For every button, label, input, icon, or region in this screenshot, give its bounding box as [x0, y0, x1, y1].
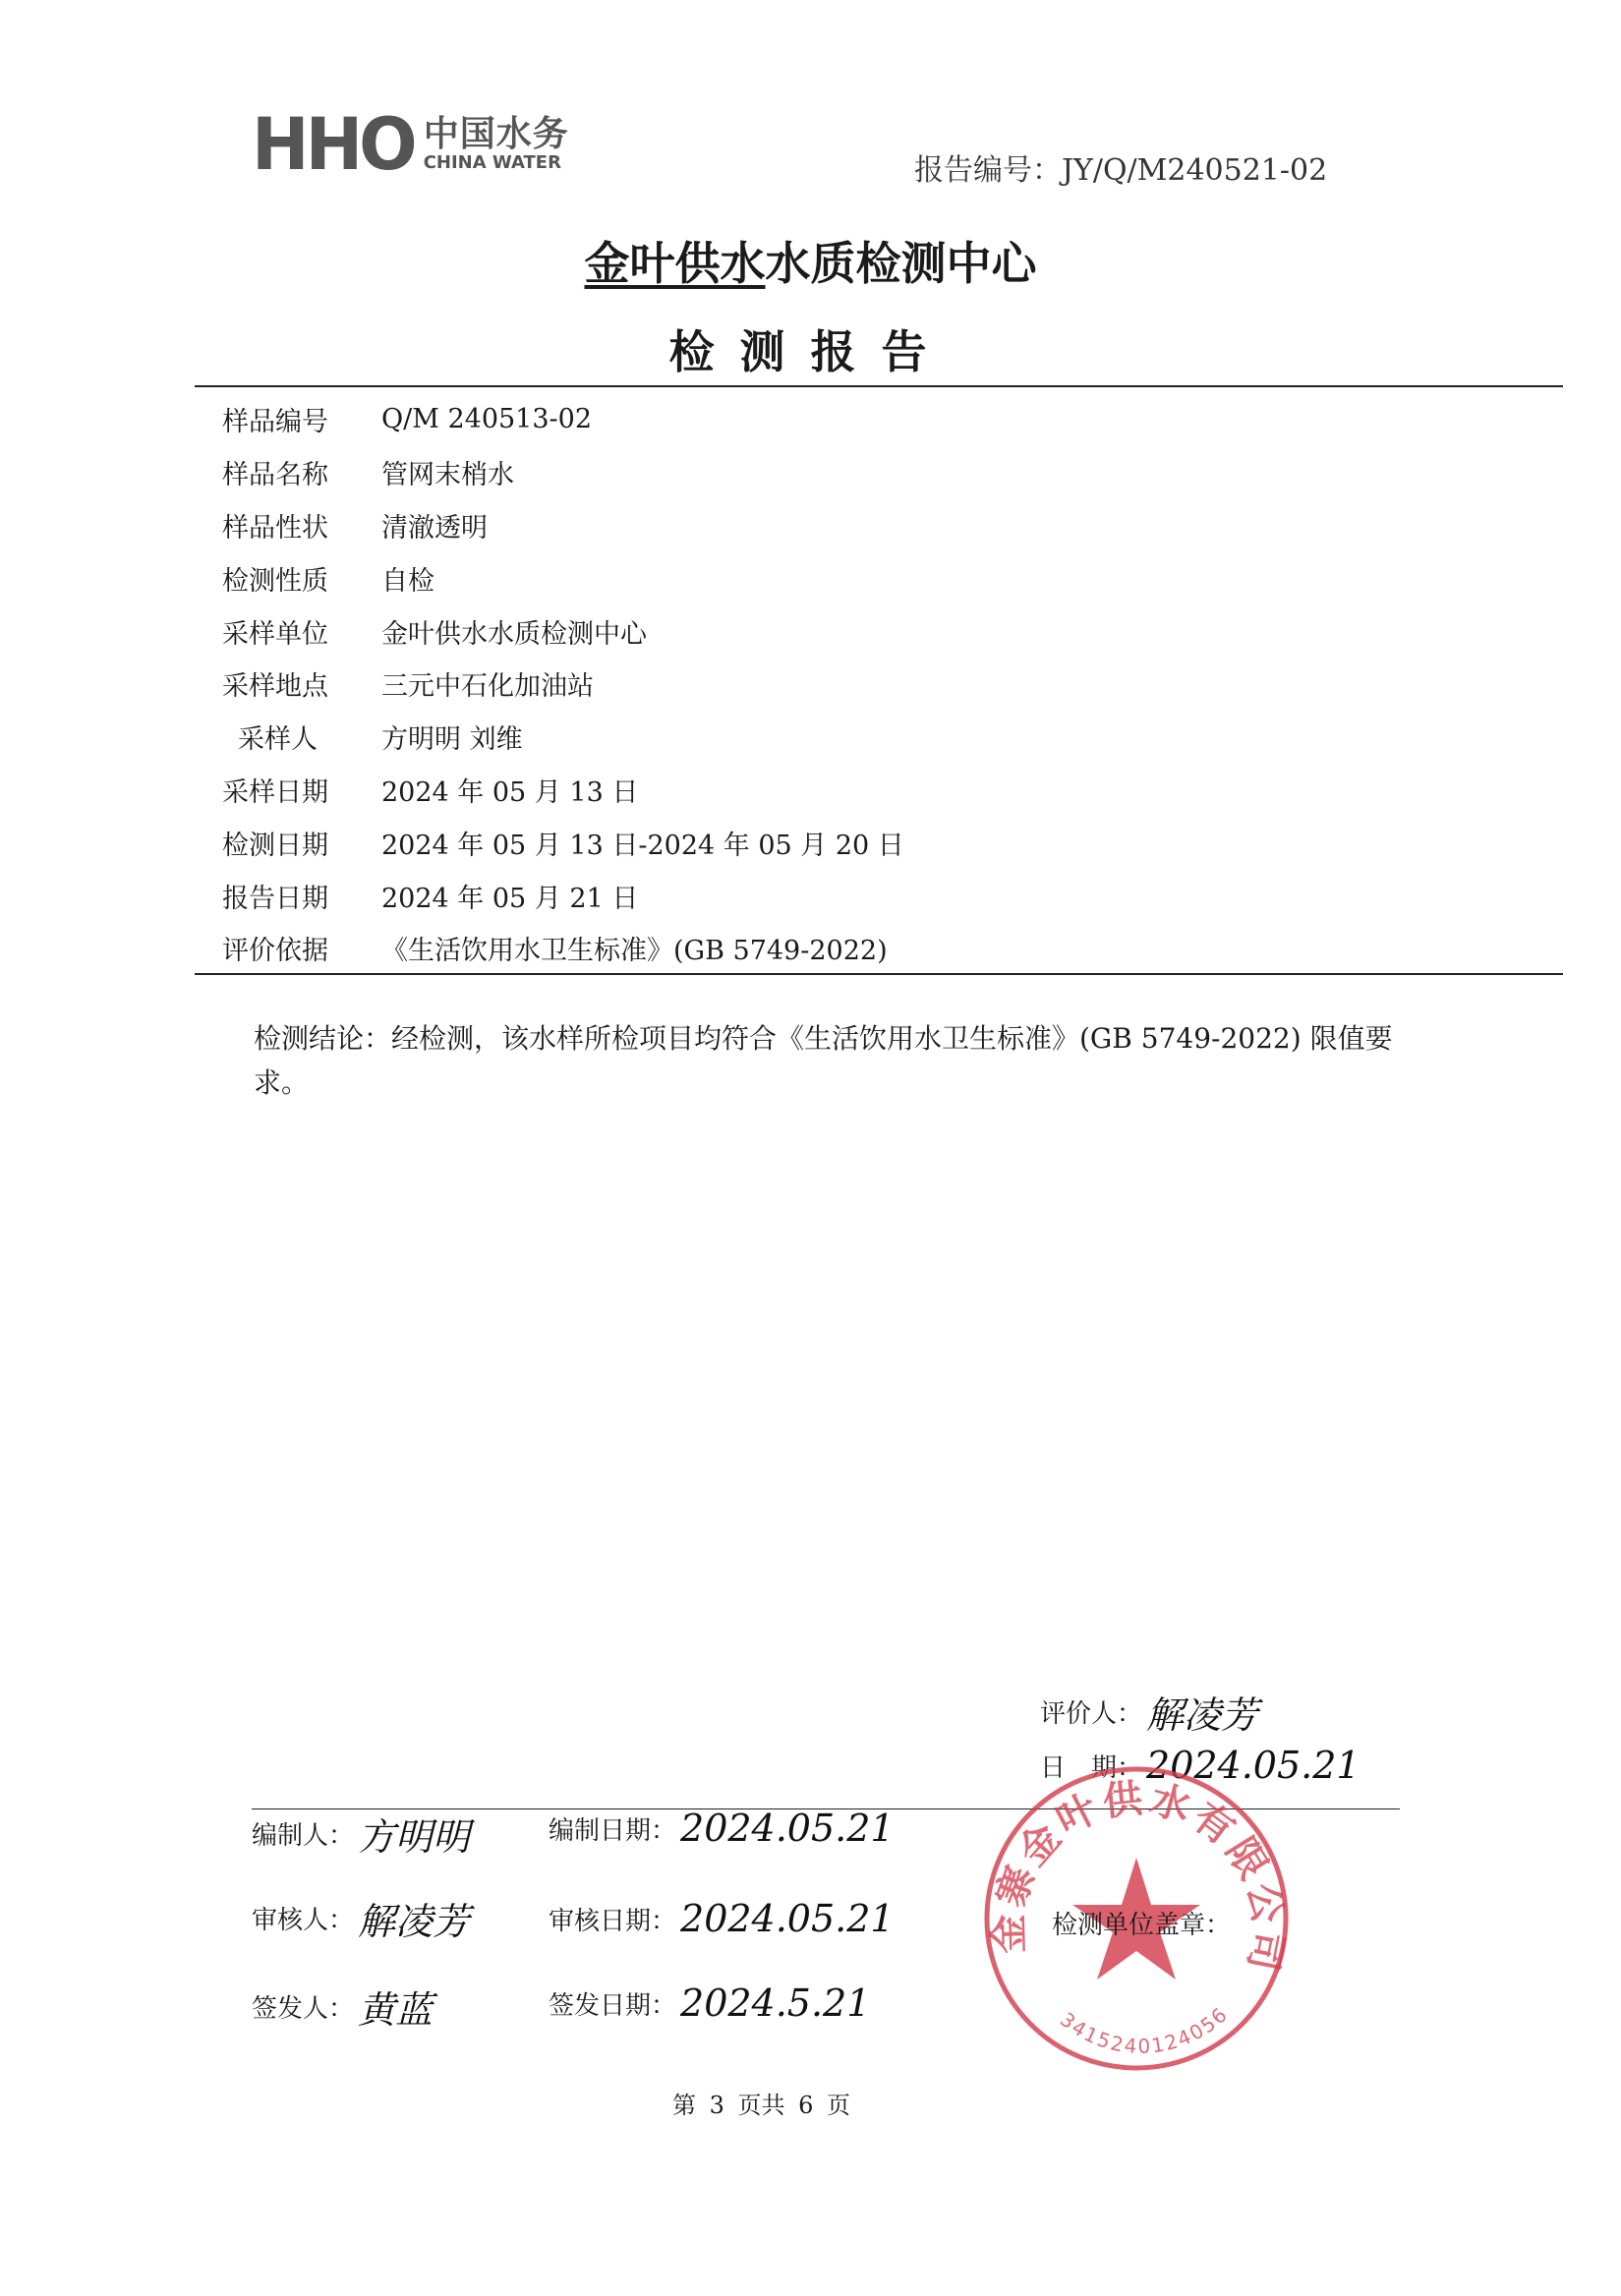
compile-date-label: 编制日期： — [549, 1815, 677, 1846]
info-row — [222, 604, 1539, 658]
evaluator-label: 评价人： — [1040, 1699, 1143, 1729]
info-label: 检测性质 — [222, 565, 328, 597]
info-value: 自检 — [381, 565, 434, 597]
org-title-underlined: 金叶供水 — [584, 237, 766, 290]
seal-ring-text: 金寨金叶供水有限公司 — [986, 1775, 1292, 1979]
compiler-label: 编制人： — [252, 1821, 355, 1851]
info-label: 采样地点 — [222, 671, 328, 703]
info-label: 报告日期 — [222, 883, 328, 914]
info-value: 清澈透明 — [381, 512, 488, 544]
org-title-rest: 水质检测中心 — [765, 237, 1037, 290]
info-row — [222, 869, 1539, 922]
issue-date-label: 签发日期： — [549, 1990, 677, 2021]
info-value: 金叶供水水质检测中心 — [381, 618, 647, 650]
info-row — [222, 393, 1539, 446]
reviewer-signature: 解凌芳 — [358, 1900, 471, 1943]
page-footer: 第 3 页共 6 页 — [672, 2092, 851, 2119]
info-value: 管网末梢水 — [381, 460, 514, 491]
top-rule — [195, 385, 1563, 387]
issue-date-line — [549, 1981, 870, 2025]
logo-mark: HHO — [252, 101, 414, 188]
info-row — [222, 711, 1539, 764]
info-row — [222, 816, 1539, 869]
info-row — [222, 764, 1539, 817]
info-row — [222, 922, 1539, 975]
review-date-line — [549, 1897, 895, 1940]
info-row — [222, 499, 1539, 552]
info-label: 采样人 — [238, 724, 318, 756]
info-label: 采样日期 — [222, 776, 328, 808]
info-label: 检测日期 — [222, 830, 328, 861]
info-row — [222, 551, 1539, 604]
review-date-label: 审核日期： — [549, 1906, 677, 1936]
logo-text — [424, 116, 569, 173]
info-value: 2024 年 05 月 13 日-2024 年 05 月 20 日 — [381, 830, 904, 861]
sample-info-table — [222, 393, 1539, 975]
eval-date-label: 日 期： — [1040, 1752, 1143, 1783]
eval-date-signature: 2024.05.21 — [1146, 1744, 1360, 1787]
reviewer-label: 审核人： — [252, 1906, 355, 1935]
report-title: 检测报告 — [668, 325, 953, 378]
compiler-signature: 方明明 — [358, 1815, 471, 1859]
bottom-rule — [195, 973, 1563, 975]
org-title — [0, 228, 1621, 293]
test-conclusion: 检测结论：经检测，该水样所检项目均符合《生活饮用水卫生标准》(GB 5749-2022) 限值要求。 — [254, 1022, 1393, 1099]
compile-date-signature: 2024.05.21 — [680, 1807, 895, 1850]
info-value: 《生活饮用水卫生标准》(GB 5749-2022) — [381, 936, 888, 967]
report-number: 报告编号：JY/Q/M240521-02 — [914, 153, 1328, 188]
seal-code: 3415240124056 — [1055, 2001, 1234, 2059]
issue-date-signature: 2024.5.21 — [680, 1981, 871, 2025]
seal-label: 检测单位盖章： — [1052, 1911, 1232, 1940]
compile-date-line — [549, 1807, 895, 1850]
info-value: 2024 年 05 月 21 日 — [381, 883, 639, 914]
info-label: 样品名称 — [222, 460, 328, 491]
info-label: 样品编号 — [222, 407, 328, 438]
compiler-line — [252, 1807, 470, 1861]
issuer-signature: 黄蓝 — [358, 1988, 434, 2032]
info-value: 三元中石化加油站 — [381, 671, 594, 703]
company-logo — [252, 101, 569, 188]
seal-line — [1052, 1905, 1231, 1941]
issuer-label: 签发人： — [252, 1994, 355, 2024]
info-value: 方明明 刘维 — [381, 724, 523, 756]
logo-en: CHINA WATER — [423, 152, 561, 173]
info-label: 采样单位 — [222, 618, 328, 650]
issuer-line — [252, 1980, 433, 2034]
reviewer-line — [252, 1891, 470, 1945]
logo-cn: 中国水务 — [423, 114, 569, 155]
info-label: 样品性状 — [222, 512, 328, 544]
info-row — [222, 446, 1539, 499]
evaluator-signature: 解凌芳 — [1146, 1693, 1259, 1737]
info-value: 2024 年 05 月 13 日 — [381, 776, 639, 808]
review-date-signature: 2024.05.21 — [680, 1897, 895, 1940]
info-value: Q/M 240513-02 — [381, 404, 593, 435]
evaluator-line — [1040, 1685, 1258, 1739]
info-row — [222, 658, 1539, 711]
info-label: 评价依据 — [222, 936, 328, 967]
